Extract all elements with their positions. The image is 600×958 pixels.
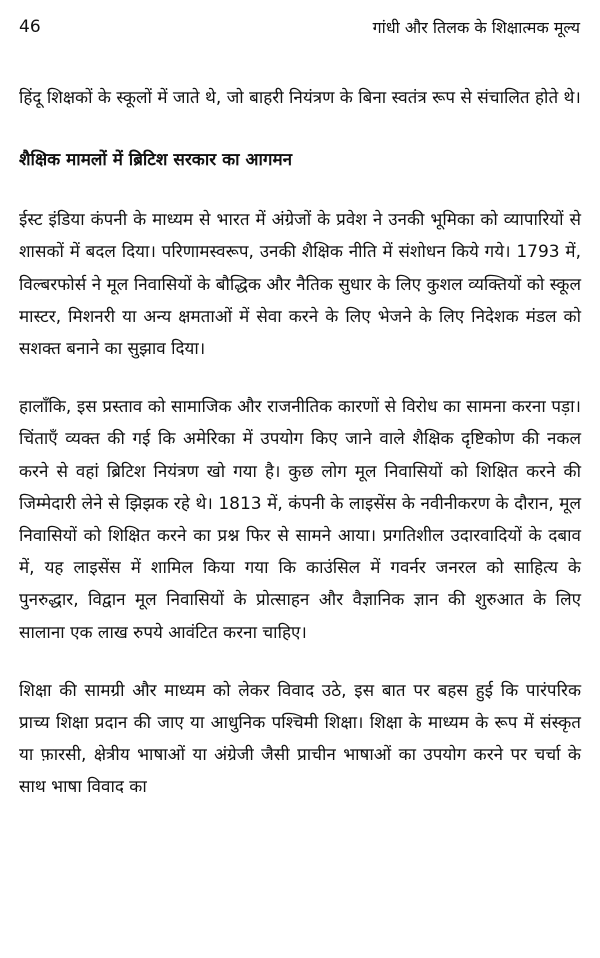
page-body — [19, 82, 581, 804]
paragraph: हिंदू शिक्षकों के स्कूलों में जाते थे, जो बाहरी नियंत्रण के बिना स्वतंत्र रूप से संचालित होते थे। — [19, 88, 581, 108]
section-heading: शैक्षिक मामलों में ब्रिटिश सरकार का आगमन — [19, 150, 293, 171]
running-title: गांधी और तिलक के शिक्षात्मक मूल्य — [372, 18, 580, 37]
paragraph: हालाँकि, इस प्रस्ताव को सामाजिक और राजनीतिक कारणों से विरोध का सामना करना पड़ा। चिंताएँ व्यक्त की गई कि अमेरिका में उपयोग किए जाने वाले शैक्षिक दृष्टिकोण की नकल करने से वहां ब्रिटिश नियंत्रण खो गया है। कुछ लोग मूल निवासियों को शिक्षित करने की जिम्मेदारी लेने से झिझक रहे थे। 1813 में, कंपनी के लाइसेंस के नवीनीकरण के दौरान, मूल निवासियों को शिक्षित करने का प्रश्न फिर से सामने आया। प्रगतिशील उदारवादियों के दबाव में, यह लाइसेंस में शामिल किया गया कि काउंसिल में गवर्नर जनरल को साहित्य के पुनरुद्धार, विद्वान मूल निवासियों के प्रोत्साहन और वैज्ञानिक ज्ञान की शुरुआत के लिए सालाना एक लाख रुपये आवंटित करना चाहिए। — [19, 397, 581, 643]
paragraph: शिक्षा की सामग्री और माध्यम को लेकर विवाद उठे, इस बात पर बहस हुई कि पारंपरिक प्राच्य शिक्षा प्रदान की जाए या आधुनिक पश्चिमी शिक्षा। शिक्षा के माध्यम के रूप में संस्कृत या फ़ारसी, क्षेत्रीय भाषाओं या अंग्रेजी जैसी प्राचीन भाषाओं का उपयोग करने पर चर्चा के साथ भाषा विवाद का — [19, 680, 581, 798]
paragraph: ईस्ट इंडिया कंपनी के माध्यम से भारत में अंग्रेजों के प्रवेश ने उनकी भूमिका को व्यापारियों से शासकों में बदल दिया। परिणामस्वरूप, उनकी शैक्षिक नीति में संशोधन किये गये। 1793 में, विल्बरफोर्स ने मूल निवासियों के बौद्धिक और नैतिक सुधार के लिए कुशल व्यक्तियों को स्कूल मास्टर, मिशनरी या अन्य क्षमताओं में सेवा करने के लिए भेजने के लिए निदेशक मंडल को सशक्त बनाने का सुझाव दिया। — [19, 210, 581, 360]
page-number: 46 — [19, 17, 41, 37]
page-header — [19, 14, 580, 40]
